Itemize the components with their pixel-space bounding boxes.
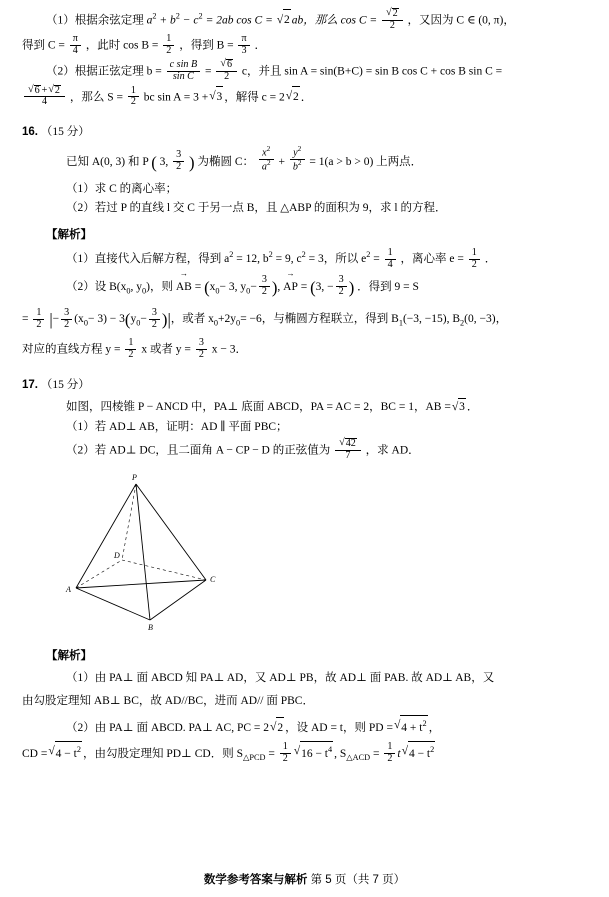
frac-y2-b2: $\frac{y^2}{b^2}$: [290, 146, 305, 174]
answer-16-part-2: （2）设 $B(x_0$, $y_0$)，则 → AB = ($x_0- 3$, $y_0-$ $\frac{3}{2}$ ), → AP = (3, − $\frac{3}{2}$ ) ．得到 9 = S: [22, 273, 587, 304]
label-P: P: [132, 472, 137, 482]
label-C: C: [210, 574, 216, 584]
frac-1-2f: $\frac{1}{2}$: [280, 742, 291, 765]
text: ，求 AD．: [365, 444, 420, 457]
text: x 或者 y =: [141, 343, 191, 356]
text: = 1(a > b > 0) 上两点．: [309, 155, 423, 168]
frac-1-4: $\frac{1}{4}$: [385, 248, 396, 271]
text: )，则: [146, 280, 173, 293]
text: ．: [300, 90, 313, 103]
frac-pi-3: $\frac{\pi}{3}$: [238, 34, 249, 57]
text: =: [22, 313, 29, 326]
text: （1）由 PA⊥ 面 ABCD 知 PA⊥ AD，又 AD⊥ PB，故 AD⊥ 面 PAB. 故 AD⊥ AB，又: [66, 672, 495, 685]
text: 对应的直线方程 y =: [22, 343, 121, 356]
frac-1-2: $\frac{1}{2}$: [163, 34, 174, 57]
text: ．: [484, 253, 497, 266]
solution-15-line-2: [22, 34, 587, 57]
text: ，离心率 e =: [400, 253, 464, 266]
text: 得到 C =: [22, 39, 65, 52]
question-17-header: [22, 377, 587, 394]
frac-1-2d: $\frac{1}{2}$: [33, 308, 44, 331]
text: ．: [254, 39, 266, 52]
text: 如图，四棱锥 P − ANCD 中，PA⊥ 底面 ABCD，PA = AC = 2，BC = 1，AB =: [66, 401, 451, 414]
question-score: （15 分）: [40, 126, 90, 139]
question-number: 17.: [22, 379, 38, 392]
label-D: D: [114, 550, 120, 560]
sqrt-3: √ 3: [209, 86, 223, 108]
text: ，那么 S =: [69, 90, 123, 103]
text: 为椭圆 C：: [197, 155, 255, 168]
frac-sqrt6-2: √ $\frac{6}{2}$: [216, 59, 237, 83]
sqrt-3b: √ 3: [452, 398, 466, 416]
text: ，由勾股定理知 PD⊥ CD．则 S: [82, 747, 243, 760]
sqrt-16-minus-t4: √ $16 - t^4$: [294, 741, 333, 765]
abs-close: |: [167, 310, 171, 330]
analysis-label-16: 【解析】: [46, 229, 92, 242]
sqrt-2: √ 2: [277, 9, 291, 31]
math-domain: ，又因为 C ∈ (0, π)，: [407, 14, 515, 27]
text: = −6，与椭圆方程联立，得到 B: [240, 313, 399, 326]
math-a: a: [146, 14, 153, 27]
text: 由勾股定理知 AB⊥ BC，故 AD//BC，进而 AD// 面 PBC．: [22, 695, 314, 708]
text: （2）设 B(x: [66, 280, 127, 293]
frac-1-2e: $\frac{1}{2}$: [125, 338, 136, 361]
sqrt-4-minus-t2b: √ $4 - t^2$: [402, 741, 436, 765]
text: ．: [466, 401, 479, 414]
text: =: [268, 747, 275, 760]
text: ，得到 B =: [179, 39, 234, 52]
text: ，此时 cos B =: [85, 39, 159, 52]
frac-csinB-sinC: $\frac{\text{c sin B}}{\text{sin C}}$: [167, 60, 201, 83]
frac-3-2b: $\frac{3}{2}$: [259, 275, 270, 298]
frac-3-2c: $\frac{3}{2}$: [336, 275, 347, 298]
text: （1）直接代入后解方程，得到 a: [66, 253, 230, 266]
text: − 3, y: [219, 280, 247, 293]
question-16-header: [22, 124, 587, 141]
text: (0, −3)，: [464, 313, 508, 326]
text: y: [130, 313, 137, 326]
text: 3, −: [315, 280, 334, 293]
answer-16-part-1: （1）直接代入后解方程，得到 $a^2 = 12$, $b^2 = 9$, $c^2 = 3$，所以 $e^2$ = $\frac{1}{4}$ ，离心率 e = $\frac{1}{2}$ ．: [66, 246, 497, 270]
text: ,: [277, 280, 281, 293]
text: 已知 A(0, 3) 和 P: [66, 155, 149, 168]
frac-sqrt6-plus-sqrt2-4: √ $\frac{6 + √ 2}{4}$: [24, 85, 65, 109]
text: ，或者 x: [170, 313, 214, 326]
text: =: [372, 747, 380, 760]
text: =: [300, 280, 308, 293]
text: (−3, −15), B: [402, 313, 461, 326]
footer-title: 数学参考答案与解析: [203, 873, 308, 886]
text: ．得到 9 = S: [357, 280, 419, 293]
question-17-item-2: [22, 438, 587, 462]
analysis-label-17: 【解析】: [46, 649, 92, 662]
paren-open: (: [204, 277, 210, 297]
label-B: B: [148, 622, 153, 632]
pyramid-figure: [22, 472, 587, 638]
text: =: [205, 65, 212, 78]
paren-close: ): [189, 152, 195, 172]
paren-close: ): [348, 277, 355, 297]
pyramid-svg: [62, 472, 242, 632]
sqrt-2b: √ 2: [286, 86, 300, 108]
text: = 9, c: [275, 253, 302, 266]
text: = 3，所以 e: [308, 253, 367, 266]
text: x: [209, 280, 216, 293]
text: t: [397, 747, 401, 760]
frac-1-2g: $\frac{1}{2}$: [384, 742, 395, 765]
text: （1）求 C 的离心率；: [66, 182, 178, 195]
question-17-stem: [22, 398, 587, 416]
text: −: [250, 280, 257, 293]
paren-open: (: [310, 277, 316, 297]
page-footer: [0, 872, 609, 889]
text: ，: [428, 721, 441, 734]
answer-17-part-1-cont: [22, 691, 587, 712]
question-17-item-1: [22, 419, 587, 436]
math-minus-c: − c: [182, 14, 199, 27]
paren-open: (: [151, 152, 157, 172]
sqrt-4-minus-t2: √ $4 - t^2$: [48, 741, 82, 765]
text: =: [373, 253, 380, 266]
frac-1-2c: $\frac{1}{2}$: [469, 248, 480, 271]
frac-x2-a2: $\frac{x^2}{a^2}$: [259, 146, 274, 174]
vector-AB: → AB: [176, 276, 192, 298]
answer-16-lines: [22, 338, 587, 361]
text: bc sin A = 3 +: [143, 90, 209, 103]
solution-15-line-1: （1）根据余弦定理 $a^2 + b^2 - c^2 = 2ab$ cos C = √ 2 ab，那么 cos C = √ $\frac{2}{2}$ ，又因为 C ∈ (0, π)，: [22, 8, 587, 32]
paren-close: ): [271, 277, 278, 297]
text: CD =: [22, 747, 48, 760]
text: 3,: [159, 155, 169, 168]
question-16-item-1: [22, 181, 587, 198]
text: （2）若过 P 的直线 l 交 C 于另一点 B，且 △ABP 的面积为 9，求 l 的方程．: [66, 201, 447, 214]
text: (x: [74, 313, 84, 326]
text: （1）若 AD⊥ AB，证明：AD ∥ 平面 PBC；: [66, 420, 288, 433]
answer-17-part-2-cont: CD = √ $4 - t^2$ ，由勾股定理知 PD⊥ CD．则 $S_{\triangle PCD}$ = $\frac{1}{2}$ √ $16 - t^4$ , $S_{\triangle ACD}$ = $\frac{1}{2}$ t √ $4 - t^2$: [22, 741, 587, 765]
question-16-item-2: [22, 200, 587, 217]
frac-sqrt2-2: √ $\frac{2}{2}$: [382, 8, 403, 32]
text: , y: [130, 280, 143, 293]
question-number: 16.: [22, 126, 38, 139]
sqrt-4-plus-t2: √ $4 + t^2$: [394, 715, 428, 739]
question-score: （15 分）: [40, 379, 90, 392]
text: +2y: [218, 313, 237, 326]
frac-3-2e: $\frac{3}{2}$: [149, 308, 160, 331]
paren-close: ): [161, 310, 168, 330]
text: ，解得 c = 2: [224, 90, 285, 103]
label-A: A: [66, 584, 71, 594]
text: − 3) − 3: [87, 313, 125, 326]
text: = 12, b: [236, 253, 269, 266]
frac-3-2d: $\frac{3}{2}$: [61, 308, 72, 331]
answer-16-part-2-cont: = $\frac{1}{2}$ |− $\frac{3}{2}$ $(x_0- 3) - 3(y_0-$ $\frac{3}{2}$ )|，或者 $x_0+2y_0= -6$，与椭圆方程联立，得到 $B_1(-3$, −15), $B_2(0$, −3)，: [22, 307, 508, 330]
question-16-stem: [22, 146, 587, 179]
vector-AP: → AP: [283, 276, 298, 298]
frac-3-2f: $\frac{3}{2}$: [196, 338, 207, 361]
footer-page-number: 第 5 页（共 7 页）: [310, 873, 406, 886]
answer-17-part-1: [22, 668, 587, 689]
frac-sqrt42-7: √ $\frac{42}{7}$: [335, 438, 361, 462]
text: −: [140, 313, 147, 326]
math-ab: ab，那么 cos C =: [291, 14, 378, 27]
text: =: [194, 280, 202, 293]
answer-17-part-2: [22, 715, 587, 739]
text: （2）根据正弦定理 b =: [46, 65, 162, 78]
text: ，设 AD = t，则 PD =: [285, 721, 393, 734]
text: （2）由 PA⊥ 面 ABCD. PA⊥ AC, PC = 2: [66, 721, 270, 734]
solution-15-line-3: [22, 59, 587, 83]
text: −: [52, 313, 60, 326]
text: +: [278, 155, 285, 168]
math-eq: = 2ab cos C =: [205, 14, 273, 27]
text: c，并且 sin A = sin(B+C) = sin B cos C + cos B sin C =: [241, 65, 503, 78]
abs-open: |: [49, 310, 53, 330]
frac-1-2b: $\frac{1}{2}$: [128, 86, 139, 109]
paren-open: (: [124, 310, 131, 330]
frac-3-2: $\frac{3}{2}$: [173, 150, 184, 173]
text: （1）根据余弦定理: [46, 14, 144, 27]
text: , S: [334, 747, 347, 760]
sqrt-2c: √ 2: [270, 717, 284, 739]
frac-pi-4: $\frac{\pi}{4}$: [70, 34, 81, 57]
math-plus-b: + b: [159, 14, 176, 27]
text: （2）若 AD⊥ DC，且二面角 A − CP − D 的正弦值为: [66, 444, 331, 457]
solution-15-line-4: [22, 85, 587, 109]
text: x − 3．: [211, 343, 247, 356]
